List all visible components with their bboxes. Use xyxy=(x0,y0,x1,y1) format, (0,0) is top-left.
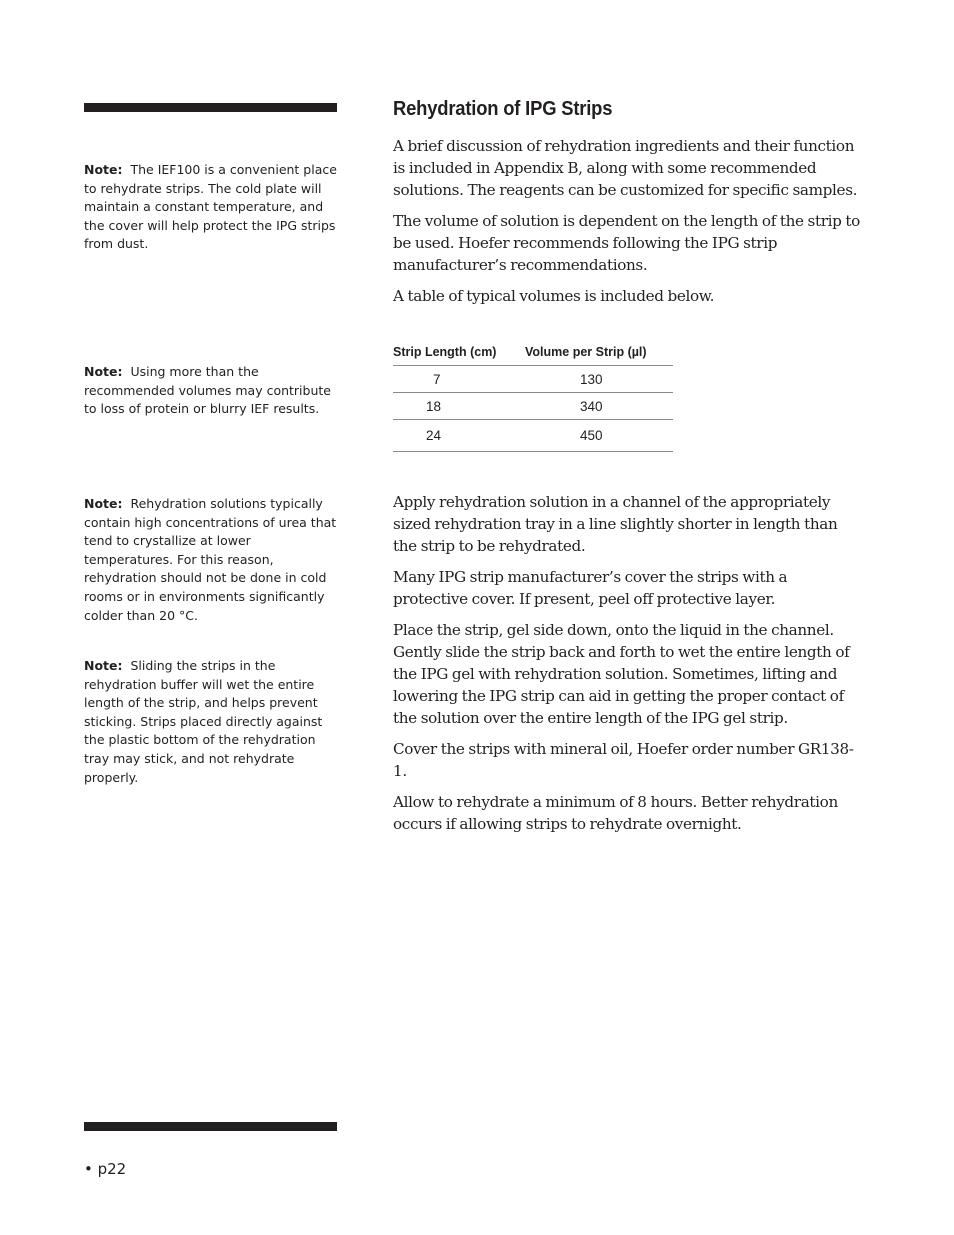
paragraph: A brief discussion of rehydration ingredients and their function is included in Appendix B, along with some recommended solutions. The reagents can be customized for specific samples. xyxy=(393,137,858,199)
column-header-volume: Volume per Strip (µl) xyxy=(525,343,673,366)
table-cell-volume: 450 xyxy=(525,420,673,452)
note-label: Note: xyxy=(84,162,123,177)
bottom-rule xyxy=(84,1122,337,1131)
paragraph: Place the strip, gel side down, onto the liquid in the channel. Gently slide the strip back and forth to wet the entire length of the IPG gel with rehydration solution. Sometimes, lifting and lowering the IPG strip can aid in getting the proper contact of the solution over the entire length of the IPG gel strip. xyxy=(393,621,850,727)
note-label: Note: xyxy=(84,496,123,511)
paragraph: Allow to rehydrate a minimum of 8 hours. Better rehydration occurs if allowing strips to rehydrate overnight. xyxy=(393,793,838,833)
note-text: Using more than the recommended volumes may contribute to loss of protein or blurry IEF results. xyxy=(84,364,331,417)
table-cell-volume: 340 xyxy=(525,393,673,420)
sidebar-note-1 xyxy=(84,161,340,254)
table-cell-length: 7 xyxy=(393,366,525,393)
note-text: Sliding the strips in the rehydration buffer will wet the entire length of the strip, and helps prevent sticking. Strips placed directly against the plastic bottom of the rehydration tray may stick, and not rehydrate properly. xyxy=(84,658,323,785)
table-cell-volume: 130 xyxy=(525,366,673,393)
note-text: The IEF100 is a convenient place to rehydrate strips. The cold plate will maintain a constant temperature, and the cover will help protect the IPG strips from dust. xyxy=(84,162,337,252)
column-header-strip-length: Strip Length (cm) xyxy=(393,343,525,366)
table-header-row xyxy=(393,343,673,366)
page-number: • p22 xyxy=(84,1160,127,1178)
procedure-text xyxy=(393,491,865,844)
sidebar-note-2 xyxy=(84,363,340,419)
table-row xyxy=(393,366,673,393)
sidebar-note-3 xyxy=(84,495,340,625)
table-row xyxy=(393,420,673,452)
volume-table xyxy=(393,343,673,452)
table-cell-length: 18 xyxy=(393,393,525,420)
top-rule xyxy=(84,103,337,112)
table-cell-length: 24 xyxy=(393,420,525,452)
page-title: Rehydration of IPG Strips xyxy=(393,98,613,120)
paragraph: Cover the strips with mineral oil, Hoefer order number GR138-1. xyxy=(393,740,854,780)
intro-text xyxy=(393,135,865,316)
note-label: Note: xyxy=(84,658,123,673)
paragraph: A table of typical volumes is included below. xyxy=(393,287,715,305)
note-text: Rehydration solutions typically contain high concentrations of urea that tend to crystallize at lower temperatures. For this reason, rehydration should not be done in cold rooms or in environments significantly colder than 20 °C. xyxy=(84,496,337,623)
table-row xyxy=(393,393,673,420)
sidebar-note-4 xyxy=(84,657,340,787)
paragraph: Apply rehydration solution in a channel of the appropriately sized rehydration tray in a line slightly shorter in length than the strip to be rehydrated. xyxy=(393,493,838,555)
paragraph: Many IPG strip manufacturer’s cover the strips with a protective cover. If present, peel off protective layer. xyxy=(393,568,788,608)
paragraph: The volume of solution is dependent on the length of the strip to be used. Hoefer recommends following the IPG strip manufacturer’s recommendations. xyxy=(393,212,860,274)
note-label: Note: xyxy=(84,364,123,379)
